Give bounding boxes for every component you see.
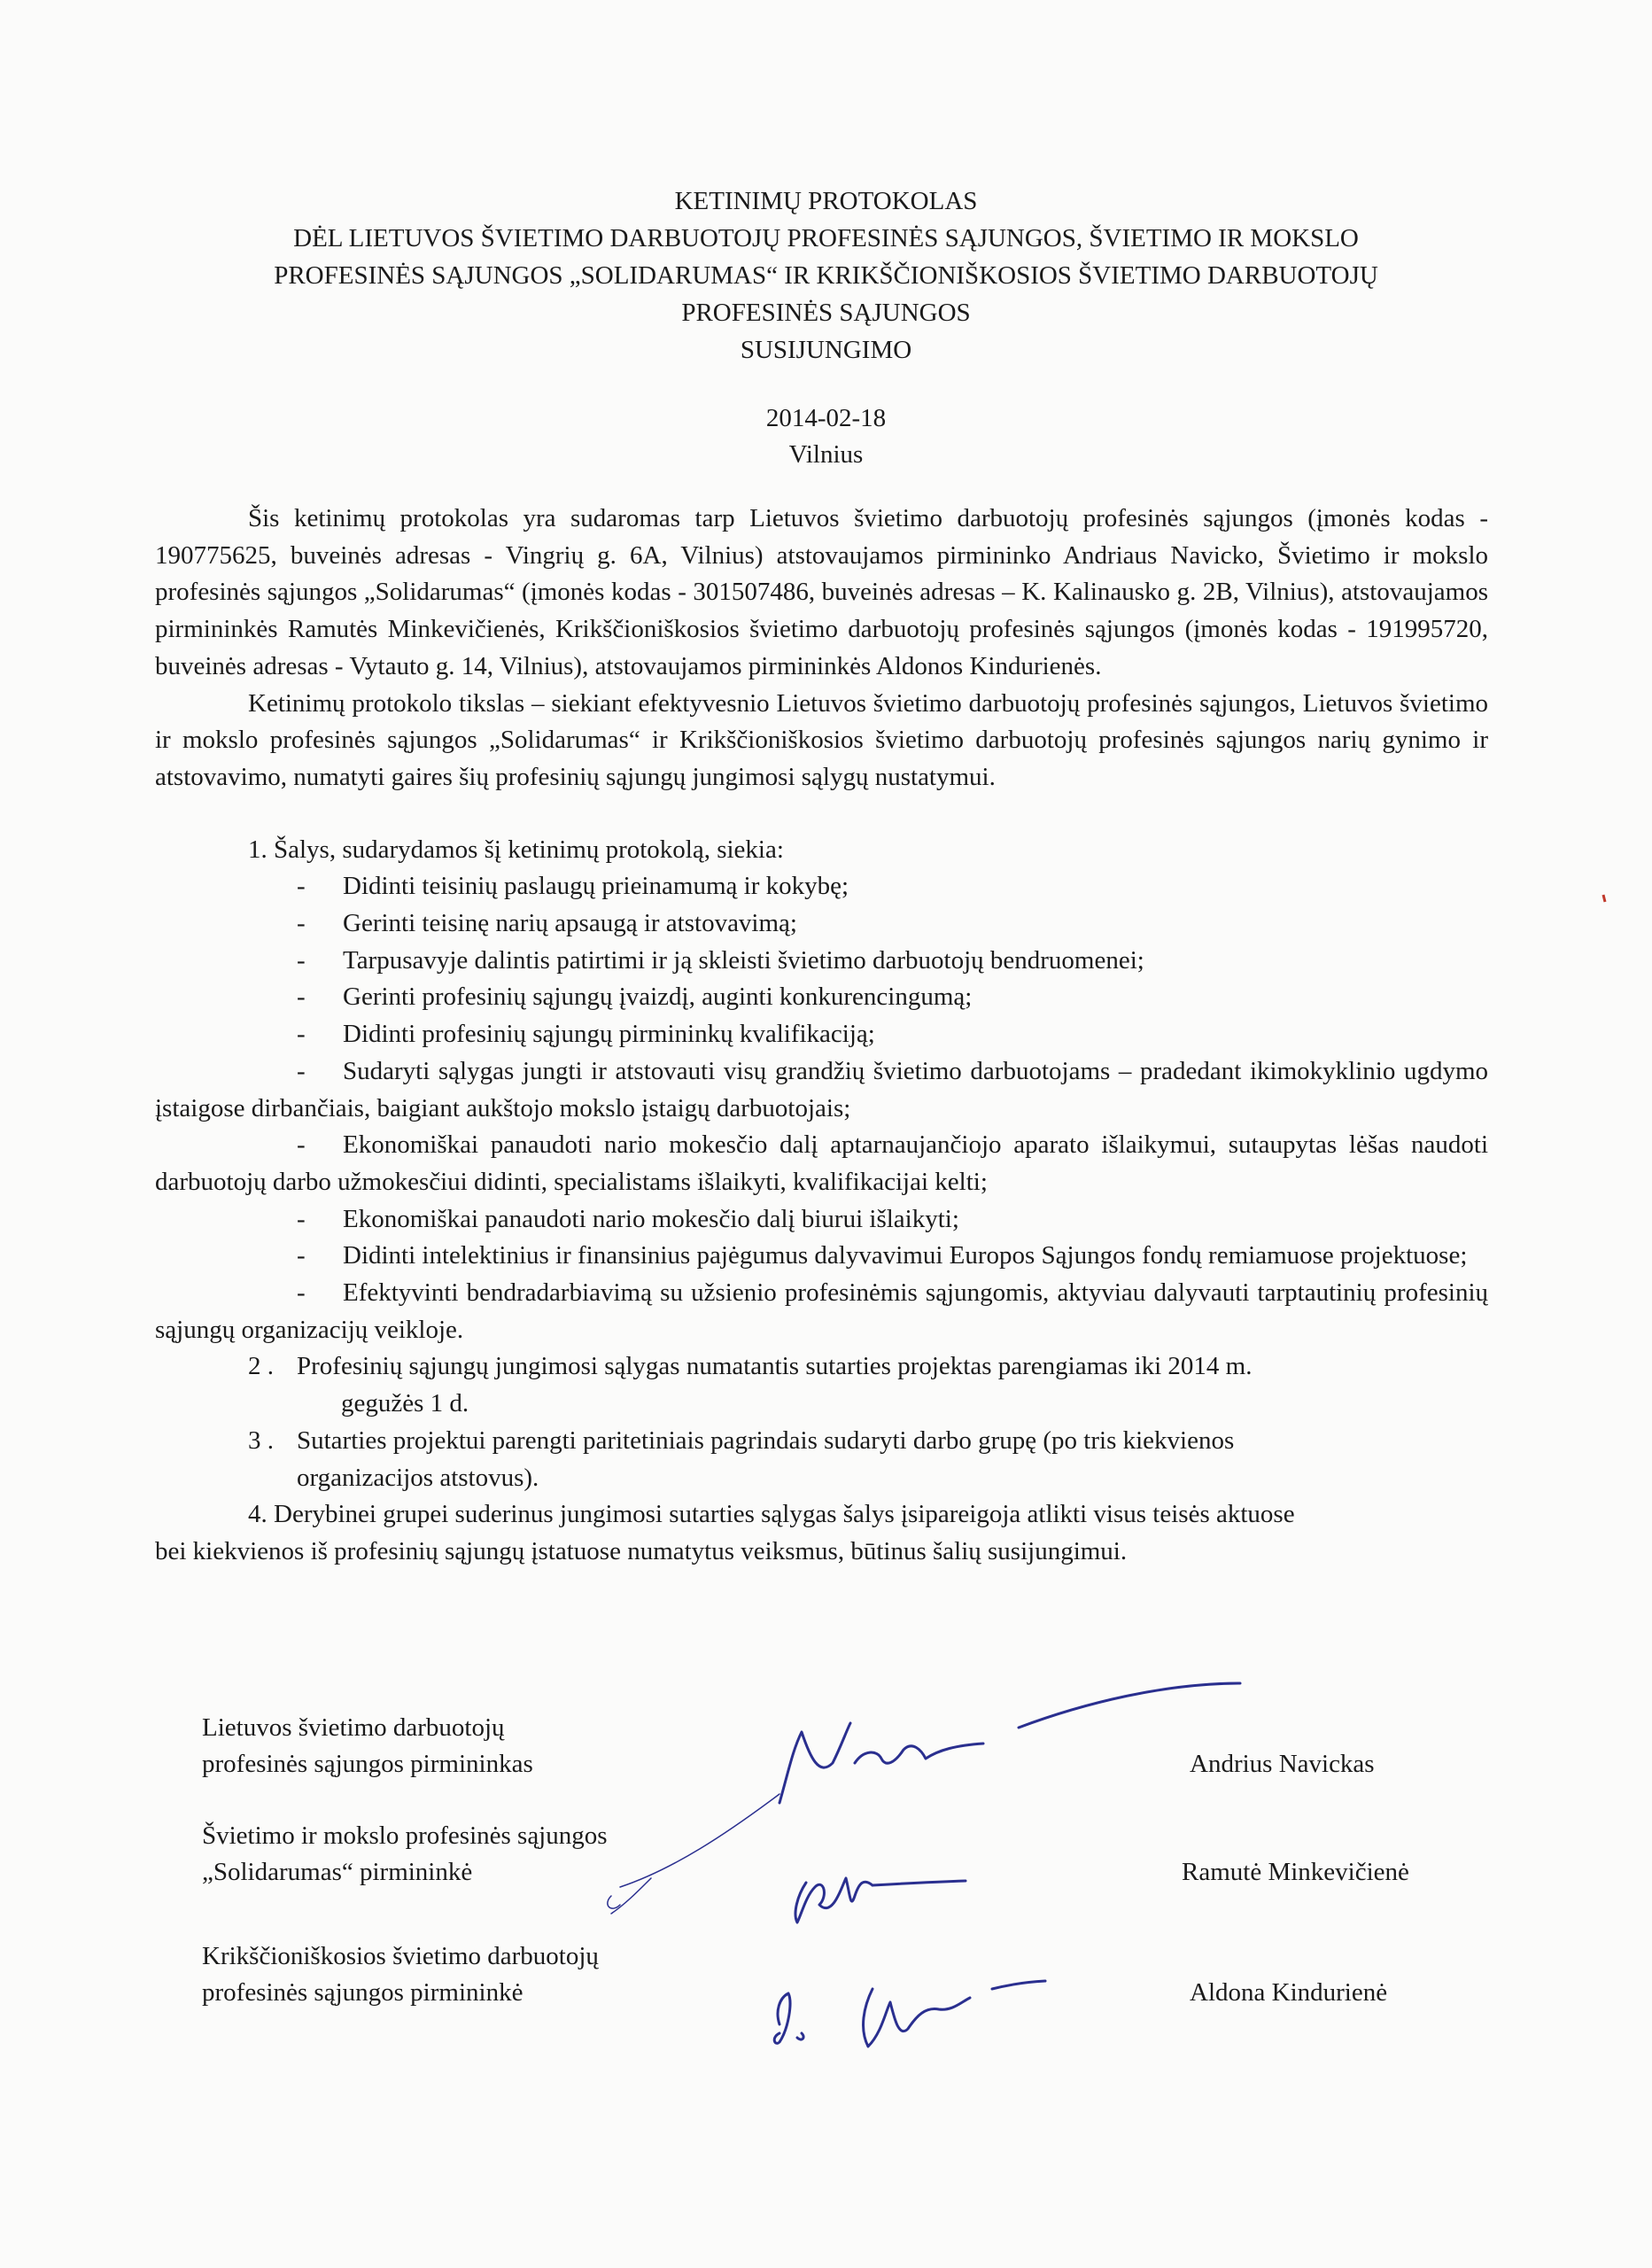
dash-marker: - (297, 1204, 306, 1233)
dash-marker: - (297, 1056, 306, 1085)
goal-text: Gerinti profesinių sąjungų įvaizdį, auginti konkurencingumą; (343, 983, 973, 1012)
title-line-3: PROFESINĖS SĄJUNGOS „SOLIDARUMAS“ IR KRIKŠČIONIŠKOSIOS ŠVIETIMO DARBUOTOJŲ (274, 261, 1378, 290)
signatory-1-org (202, 1710, 822, 1783)
dash-marker: - (297, 1130, 306, 1160)
document-body (155, 501, 1488, 1571)
goal-item (155, 1201, 1488, 1239)
purpose-paragraph: Ketinimų protokolo tikslas – siekiant efektyvesnio Lietuvos švietimo darbuotojų profesinės sąjungos, Lietuvos švietimo ir mokslo profesinės sąjungos „Solidarumas“ ir Krikščioniškosios švietimo darbuotojų profesinės sąjungos narių gynimo ir atstovavimo, numatyti gaires šių profesinių sąjungų jungimosi sąlygų nustatymui. (155, 688, 1488, 791)
item-2-number: 2 . (248, 1352, 274, 1381)
goal-item (155, 1238, 1488, 1275)
item-3-line-1: Sutarties projektui parengti paritetiniais pagrindais sudaryti darbo grupę (po tris kiekvienos (297, 1425, 1235, 1455)
signatory-2-name: Ramutė Minkevičienė (1182, 1858, 1409, 1886)
signatory-3-org-line-2: profesinės sąjungos pirmininkė (202, 1978, 524, 2007)
dash-marker: - (297, 872, 306, 901)
goal-text: Efektyvinti bendradarbiavimą su užsienio profesinėmis sąjungomis, aktyviau dalyvauti tarptautinių profesinių sąjungų organizacijų veikloje. (155, 1278, 1488, 1344)
item-2 (155, 1348, 1488, 1422)
goal-text: Gerinti teisinę narių apsaugą ir atstovavimą; (343, 909, 797, 938)
dash-marker: - (297, 1020, 306, 1049)
title-line-1: KETINIMŲ PROTOKOLAS (674, 187, 978, 215)
goal-item (155, 979, 1488, 1016)
goal-item (155, 943, 1488, 980)
item-4-line-1: 4. Derybinei grupei suderinus jungimosi sutarties sąlygas šalys įsipareigoja atlikti visus teisės aktuose (248, 1500, 1295, 1529)
goal-text: Sudaryti sąlygas jungti ir atstovauti visų grandžių švietimo darbuotojams – pradedant ikimokyklinio ugdymo įstaigose dirbančiais, baigiant aukštojo mokslo įstaigų darbuotojais; (155, 1056, 1488, 1122)
goal-text: Tarpusavyje dalintis patirtimi ir ją skleisti švietimo darbuotojų bendruomenei; (343, 945, 1144, 975)
item-2-line-2: gegužės 1 d. (341, 1389, 469, 1418)
signatory-2-org (202, 1818, 822, 1891)
item-1-intro: 1. Šalys, sudarydamos šį ketinimų protokolą, siekia: (248, 835, 784, 864)
signatory-1-org-line-2: profesinės sąjungos pirmininkas (202, 1750, 533, 1778)
document-date: 2014-02-18 (765, 404, 887, 432)
item-3-line-2: organizacijos atstovus). (297, 1463, 539, 1492)
document-title (89, 183, 1563, 369)
goal-text: Ekonomiškai panaudoti nario mokesčio dalį aptarnaujančiojo aparato išlaikymui, sutaupytas lėšas naudoti darbuotojų darbo užmokesčiui didinti, specialistams išlaikyti, kvalifikacijai kelti; (155, 1130, 1488, 1196)
title-line-2: DĖL LIETUVOS ŠVIETIMO DARBUOTOJŲ PROFESINĖS SĄJUNGOS, ŠVIETIMO IR MOKSLO (293, 224, 1359, 252)
goal-text: Didinti intelektinius ir finansinius pajėgumus dalyvavimui Europos Sąjungos fondų remiamuose projektuose; (343, 1241, 1468, 1270)
signatory-1-name: Andrius Navickas (1190, 1750, 1375, 1778)
title-line-5: SUSIJUNGIMO (740, 336, 912, 364)
item-2-line-1: Profesinių sąjungų jungimosi sąlygas numatantis sutarties projektas parengiamas iki 2014 m. (297, 1352, 1253, 1381)
signatory-2-org-line-1: Švietimo ir mokslo profesinės sąjungos (202, 1821, 608, 1850)
goal-text: Didinti teisinių paslaugų prieinamumą ir kokybę; (343, 872, 849, 901)
document-place: Vilnius (788, 440, 864, 469)
goal-item (155, 868, 1488, 905)
signatory-2-org-line-2: „Solidarumas“ pirmininkė (202, 1858, 473, 1886)
goal-text: Ekonomiškai panaudoti nario mokesčio dalį biurui išlaikyti; (343, 1204, 959, 1233)
signatory-1-org-line-1: Lietuvos švietimo darbuotojų (202, 1713, 505, 1742)
title-line-4: PROFESINĖS SĄJUNGOS (681, 299, 971, 327)
red-mark (1603, 895, 1605, 902)
goal-item (155, 1275, 1488, 1348)
goals-list (155, 868, 1488, 1348)
dash-marker: - (297, 1241, 306, 1270)
dash-marker: - (297, 983, 306, 1012)
item-3 (155, 1423, 1488, 1496)
signatory-3-org-line-1: Krikščioniškosios švietimo darbuotojų (202, 1942, 599, 1970)
dash-marker: - (297, 909, 306, 938)
goal-item (155, 1127, 1488, 1200)
signature-section (0, 1710, 1652, 2064)
goal-text: Didinti profesinių sąjungų pirmininkų kvalifikaciją; (343, 1020, 875, 1049)
item-3-number: 3 . (248, 1425, 274, 1455)
goal-item (155, 1053, 1488, 1127)
date-place-block (89, 400, 1563, 473)
goal-item (155, 905, 1488, 943)
goal-item (155, 1016, 1488, 1053)
signatory-3-name: Aldona Kindurienė (1190, 1978, 1388, 2007)
dash-marker: - (297, 1278, 306, 1308)
intro-paragraph: Šis ketinimų protokolas yra sudaromas tarp Lietuvos švietimo darbuotojų profesinės sąjungos (įmonės kodas - 190775625, buveinės adresas - Vingrių g. 6A, Vilnius) atstovaujamos pirmininko Andriaus Navicko, Švietimo ir mokslo profesinės sąjungos „Solidarumas“ (įmonės kodas - 301507486, buveinės adresas – K. Kalinausko g. 2B, Vilnius), atstovaujamos pirmininkės Ramutės Minkevičienės, Krikščioniškosios švietimo darbuotojų profesinės sąjungos (įmonės kodas - 191995720, buveinės adresas - Vytauto g. 14, Vilnius), atstovaujamos pirmininkės Aldonos Kindurienės. (155, 504, 1488, 680)
signatory-3-org (202, 1938, 822, 2011)
dash-marker: - (297, 945, 306, 975)
item-4-line-2: bei kiekvienos iš profesinių sąjungų įstatuose numatytus veiksmus, būtinus šalių susijungimui. (155, 1536, 1128, 1565)
